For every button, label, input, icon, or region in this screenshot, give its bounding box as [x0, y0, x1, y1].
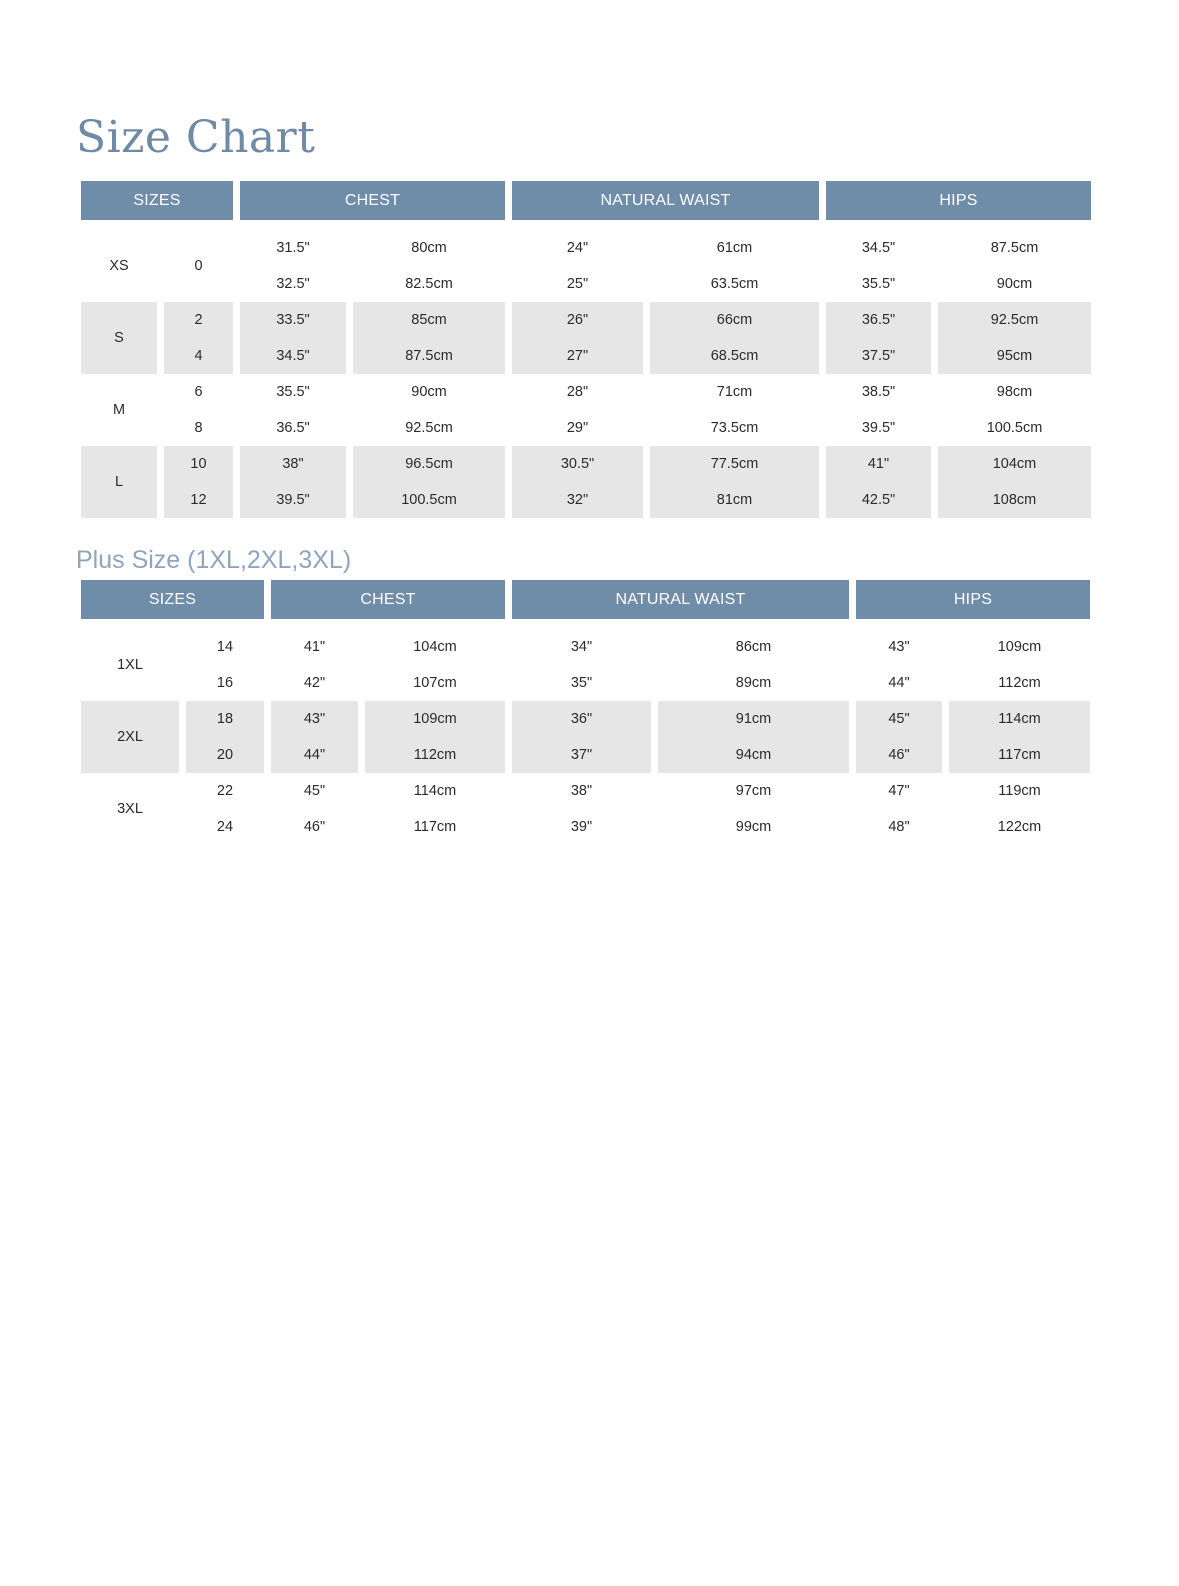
- hips-in: 45": [856, 701, 942, 737]
- chest-cm: 96.5cm: [353, 446, 505, 482]
- hips-in: 43": [888, 639, 910, 655]
- waist-cm: 61cm: [716, 240, 753, 256]
- size-number: 8: [194, 420, 203, 436]
- chest-cm: 114cm: [413, 783, 457, 799]
- page-title: Size Chart: [76, 112, 316, 163]
- chest-cm: 104cm: [413, 639, 457, 655]
- waist-in: 30.5": [512, 446, 643, 482]
- waist-in: 35": [570, 675, 593, 691]
- hips-in: 35.5": [861, 276, 896, 292]
- chest-in: 46": [303, 819, 326, 835]
- waist-cm: 86cm: [735, 639, 772, 655]
- waist-in: 26": [512, 302, 643, 338]
- waist-in: 39": [570, 819, 593, 835]
- hips-cm: 92.5cm: [938, 302, 1091, 338]
- chest-in: 36.5": [276, 420, 310, 436]
- waist-in: 25": [566, 276, 589, 292]
- chest-in: 42": [303, 675, 326, 691]
- size-number: 2: [164, 302, 233, 338]
- size-number: 22: [216, 783, 234, 799]
- size-number: 4: [164, 338, 233, 374]
- hips-cm: 100.5cm: [986, 420, 1043, 436]
- chest-cm: 117cm: [413, 819, 457, 835]
- waist-in: 37": [512, 737, 651, 773]
- header-chest: CHEST: [240, 181, 505, 220]
- chest-cm: 100.5cm: [353, 482, 505, 518]
- waist-cm: 81cm: [650, 482, 819, 518]
- plus-size-title: Plus Size (1XL,2XL,3XL): [76, 546, 352, 574]
- hips-in: 47": [888, 783, 910, 799]
- waist-cm: 91cm: [658, 701, 849, 737]
- chest-cm: 82.5cm: [405, 276, 453, 292]
- chest-cm: 80cm: [411, 240, 447, 256]
- hips-in: 37.5": [826, 338, 931, 374]
- chest-in: 35.5": [276, 384, 310, 400]
- header-natural-waist: NATURAL WAIST: [512, 181, 819, 220]
- waist-in: 38": [570, 783, 593, 799]
- waist-cm: 68.5cm: [650, 338, 819, 374]
- chest-in: 43": [271, 701, 358, 737]
- hips-cm: 114cm: [949, 701, 1090, 737]
- header-chest: CHEST: [271, 580, 505, 619]
- waist-in: 24": [566, 240, 589, 256]
- chest-in: 39.5": [240, 482, 346, 518]
- hips-cm: 109cm: [997, 639, 1042, 655]
- size-number: 18: [186, 701, 264, 737]
- chest-in: 33.5": [240, 302, 346, 338]
- hips-cm: 108cm: [938, 482, 1091, 518]
- waist-in: 29": [566, 420, 589, 436]
- chest-in: 41": [303, 639, 326, 655]
- size-number: 10: [164, 446, 233, 482]
- hips-cm: 117cm: [949, 737, 1090, 773]
- size-number: 16: [216, 675, 234, 691]
- hips-cm: 90cm: [996, 276, 1033, 292]
- chest-in: 38": [240, 446, 346, 482]
- waist-cm: 63.5cm: [710, 276, 759, 292]
- chest-cm: 85cm: [353, 302, 505, 338]
- size-label: 3XL: [117, 801, 143, 817]
- chest-cm: 90cm: [411, 384, 447, 400]
- size-label: L: [81, 446, 157, 518]
- waist-cm: 99cm: [735, 819, 772, 835]
- hips-in: 46": [856, 737, 942, 773]
- hips-cm: 112cm: [998, 675, 1041, 691]
- waist-in: 27": [512, 338, 643, 374]
- chest-in: 32.5": [276, 276, 310, 292]
- size-label: XS: [109, 258, 129, 274]
- size-number: 24: [216, 819, 234, 835]
- waist-cm: 73.5cm: [710, 420, 759, 436]
- chest-in: 31.5": [276, 240, 310, 256]
- hips-in: 42.5": [826, 482, 931, 518]
- waist-cm: 71cm: [716, 384, 753, 400]
- size-label: 2XL: [81, 701, 179, 773]
- header-sizes: SIZES: [81, 580, 264, 619]
- size-label: M: [112, 402, 126, 418]
- size-number: 6: [194, 384, 203, 400]
- waist-cm: 89cm: [735, 675, 772, 691]
- hips-in: 38.5": [861, 384, 896, 400]
- header-hips: HIPS: [826, 181, 1091, 220]
- header-natural-waist: NATURAL WAIST: [512, 580, 849, 619]
- hips-in: 41": [826, 446, 931, 482]
- size-number: 0: [194, 258, 203, 274]
- size-number: 12: [164, 482, 233, 518]
- waist-in: 36": [512, 701, 651, 737]
- waist-in: 32": [512, 482, 643, 518]
- chest-in: 45": [303, 783, 326, 799]
- waist-in: 34": [570, 639, 593, 655]
- hips-cm: 122cm: [997, 819, 1042, 835]
- size-label: S: [81, 302, 157, 374]
- plus-size-table: [81, 580, 1091, 845]
- chest-cm: 87.5cm: [353, 338, 505, 374]
- chest-cm: 107cm: [413, 675, 457, 691]
- hips-cm: 98cm: [996, 384, 1033, 400]
- waist-cm: 77.5cm: [650, 446, 819, 482]
- hips-cm: 95cm: [938, 338, 1091, 374]
- hips-cm: 104cm: [938, 446, 1091, 482]
- size-chart-table: [81, 181, 1091, 518]
- hips-in: 39.5": [861, 420, 896, 436]
- hips-in: 36.5": [826, 302, 931, 338]
- hips-in: 44": [888, 675, 910, 691]
- waist-in: 28": [566, 384, 589, 400]
- chest-in: 34.5": [240, 338, 346, 374]
- header-sizes: SIZES: [81, 181, 233, 220]
- waist-cm: 97cm: [735, 783, 772, 799]
- size-label: 1XL: [117, 657, 143, 673]
- hips-cm: 87.5cm: [990, 240, 1039, 256]
- hips-in: 48": [888, 819, 910, 835]
- size-number: 20: [186, 737, 264, 773]
- size-number: 14: [216, 639, 234, 655]
- chest-cm: 112cm: [365, 737, 505, 773]
- chest-cm: 109cm: [365, 701, 505, 737]
- waist-cm: 94cm: [658, 737, 849, 773]
- header-hips: HIPS: [856, 580, 1090, 619]
- waist-cm: 66cm: [650, 302, 819, 338]
- chest-in: 44": [271, 737, 358, 773]
- hips-cm: 119cm: [998, 783, 1041, 799]
- chest-cm: 92.5cm: [405, 420, 453, 436]
- hips-in: 34.5": [861, 240, 896, 256]
